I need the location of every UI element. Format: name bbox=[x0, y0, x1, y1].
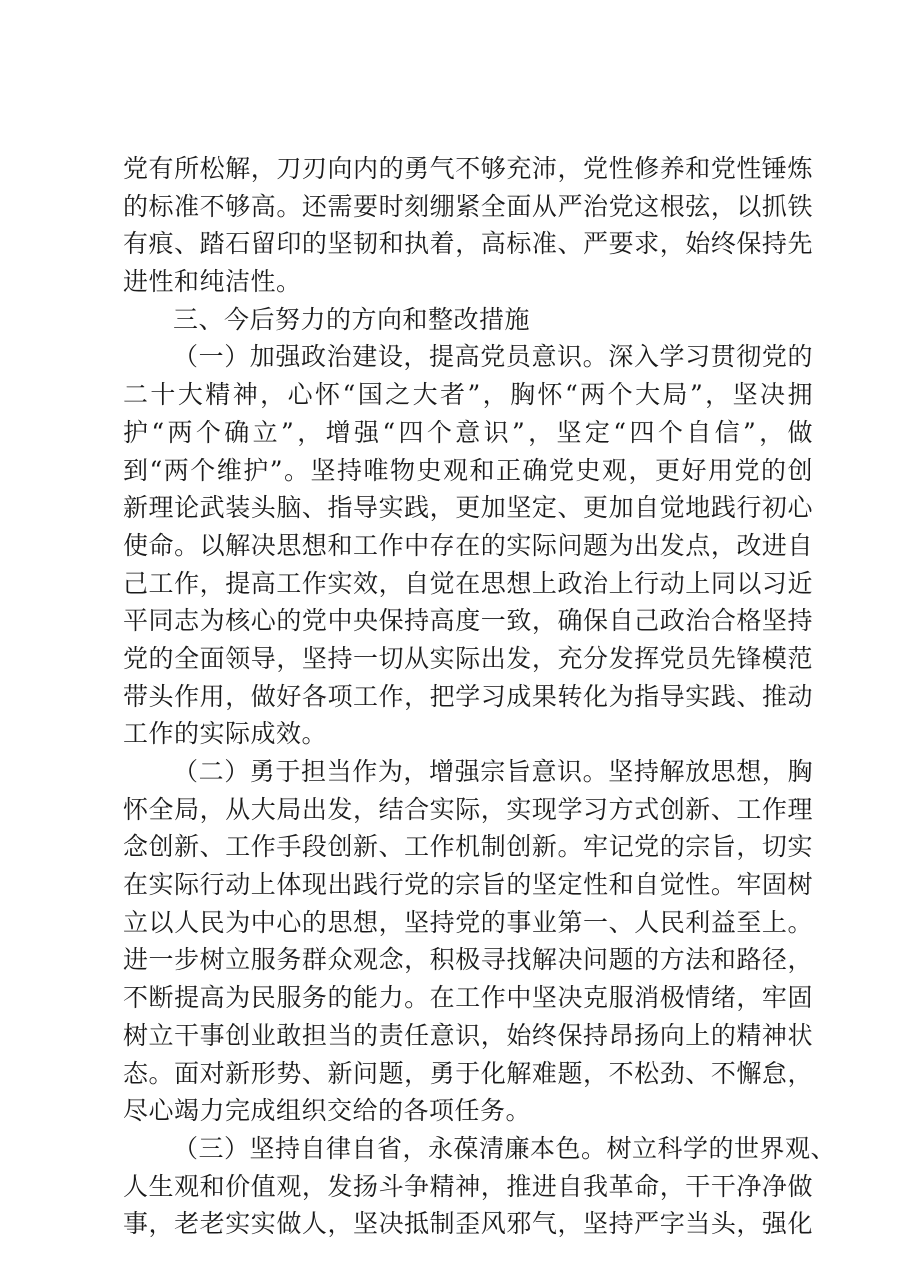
text-line: 工作的实际成效。 bbox=[123, 719, 328, 749]
text-line: 怀全局，从大局出发，结合实际，实现学习方式创新、工作理 bbox=[123, 794, 813, 824]
paragraph-heading-line: （一）加强政治建设，提高党员意识。深入学习贯彻党的 bbox=[173, 342, 813, 372]
text-line: 有痕、踏石留印的坚韧和执着，高标准、严要求，始终保持先 bbox=[123, 229, 813, 259]
text-line: 到“两个维护”。坚持唯物史观和正确党史观，更好用党的创 bbox=[123, 455, 813, 485]
text-line: 念创新、工作手段创新、工作机制创新。牢记党的宗旨，切实 bbox=[123, 832, 813, 862]
text-line: 尽心竭力完成组织交给的各项任务。 bbox=[123, 1096, 532, 1126]
text-line: 态。面对新形势、新问题，勇于化解难题，不松劲、不懈怠， bbox=[123, 1058, 813, 1088]
text-line: 在实际行动上体现出践行党的宗旨的坚定性和自觉性。牢固树 bbox=[123, 870, 813, 900]
text-line: 进一步树立服务群众观念，积极寻找解决问题的方法和路径， bbox=[123, 945, 813, 975]
document-body bbox=[123, 150, 837, 1243]
text-line: 党有所松解，刀刃向内的勇气不够充沛，党性修养和党性锤炼 bbox=[123, 154, 813, 183]
text-line: 事，老老实实做人，坚决抵制歪风邪气，坚持严字当头，强化 bbox=[123, 1209, 813, 1239]
paragraph-heading-line: （二）勇于担当作为，增强宗旨意识。坚持解放思想，胸 bbox=[173, 757, 813, 786]
text-line: 平同志为核心的党中央保持高度一致，确保自己政治合格坚持 bbox=[123, 606, 813, 636]
text-line: 人生观和价值观，发扬斗争精神，推进自我革命，干干净净做 bbox=[123, 1171, 813, 1201]
text-line: 树立干事创业敢担当的责任意识，始终保持昂扬向上的精神状 bbox=[123, 1020, 813, 1050]
text-line: 进性和纯洁性。 bbox=[123, 267, 302, 297]
text-line: 新理论武装头脑、指导实践，更加坚定、更加自觉地践行初心 bbox=[123, 493, 813, 523]
text-line: 党的全面领导，坚持一切从实际出发，充分发挥党员先锋模范 bbox=[123, 643, 813, 673]
text-line: 己工作，提高工作实效，自觉在思想上政治上行动上同以习近 bbox=[123, 568, 813, 598]
text-line: 带头作用，做好各项工作，把学习成果转化为指导实践、推动 bbox=[123, 681, 813, 711]
text-line: 使命。以解决思想和工作中存在的实际问题为出发点，改进自 bbox=[123, 530, 813, 560]
text-line: 二十大精神，心怀“国之大者”，胸怀“两个大局”，坚决拥 bbox=[123, 380, 813, 410]
text-line: 不断提高为民服务的能力。在工作中坚决克服消极情绪，牢固 bbox=[123, 983, 813, 1013]
section-heading: 三、今后努力的方向和整改措施 bbox=[173, 304, 531, 334]
paragraph-heading-line: （三）坚持自律自省，永葆清廉本色。树立科学的世界观、 bbox=[173, 1133, 837, 1163]
text-line: 的标准不够高。还需要时刻绷紧全面从严治党这根弦，以抓铁 bbox=[123, 191, 813, 221]
text-line: 立以人民为中心的思想，坚持党的事业第一、人民利益至上。 bbox=[123, 907, 813, 937]
text-line: 护“两个确立”，增强“四个意识”，坚定“四个自信”，做 bbox=[123, 417, 813, 447]
